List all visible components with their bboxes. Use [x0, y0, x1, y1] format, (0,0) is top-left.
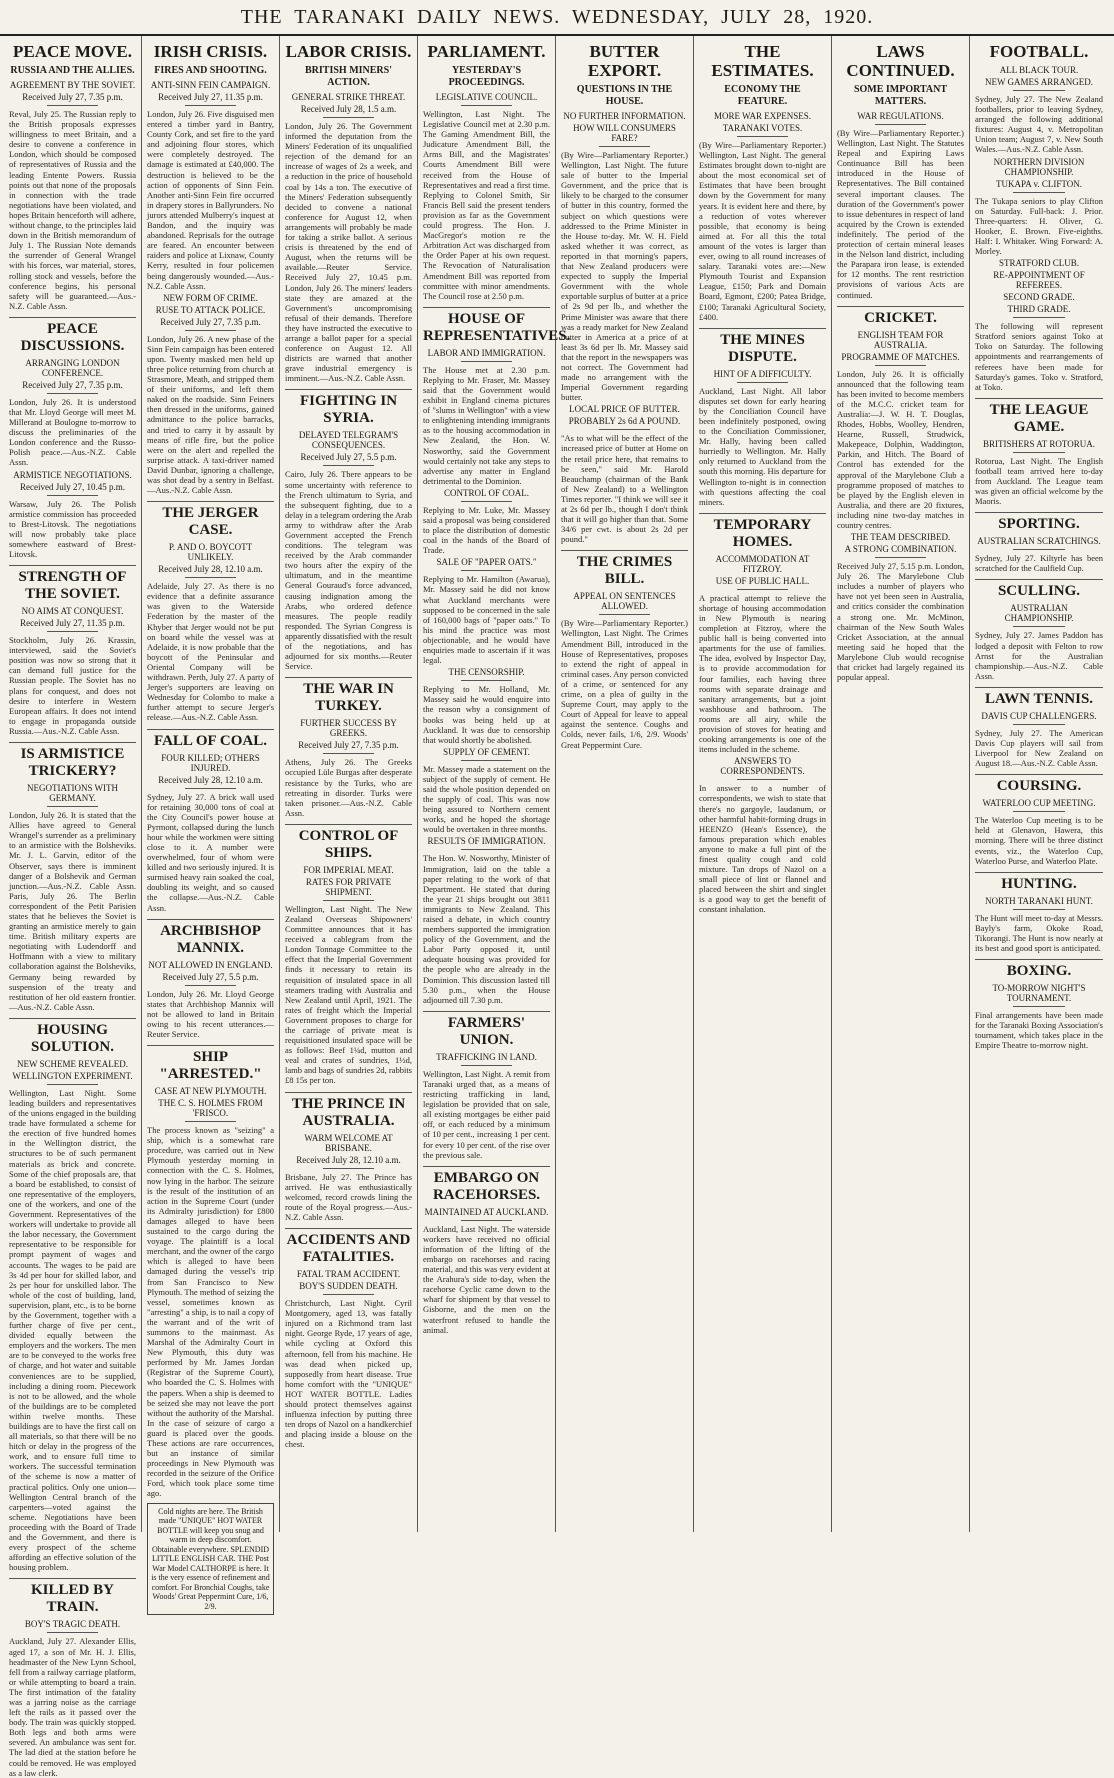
article-subheading: Received July 27, 10.45 p.m. [20, 481, 125, 492]
article-subheading: RUSE TO ATTACK POLICE. [155, 304, 266, 315]
article-body: (By Wire—Parliamentary Reporter.) Wellington, Last Night. The future sale of butter to the Imperial Government, and the price that is likely to be charged to the consumer of butter in this country, formed the subject on which questions were addressed to the Prime Minister in the House to-day. Mr. W. H. Field asked whether it was correct, as reported in that morning's papers, that New Zealand producers were expected to supply the Imperial Government with the whole exportable surplus of butter at a price of 2s 9d per lb., and whether the Prime Minister was aware that there was a ready market for New Zealand butter in America at a price of at least 3s 6d per lb. Mr. Massey said that the report in the newspapers was not correct. The Government had made no arrangement with the Imperial Government regarding butter. [561, 150, 688, 403]
article-heading: KILLED BY TRAIN. [9, 1578, 136, 1616]
article-subheading: Received July 27, 5.5 p.m. [300, 452, 397, 463]
column-1 [4, 36, 142, 1778]
article-body: Christchurch, Last Night. Cyril Montgomery, aged 13, was fatally injured on a Richmond tram last night. George Ryde, 17 years of age, while cycling at Oxford this afternoon, fell from his machine. He was dead when picked up, supposedly from heart disease. True home comfort with the "UNIQUE" HOT WATER BOTTLE. Ladies should protect themselves against influenza infection by putting three ten drops of Nazol on a handkerchief and placing inside a blouse on the chest. [285, 1298, 412, 1450]
article-body: Wellington, Last Night. The New Zealand Overseas Shipowners' Committee announces that it has received a cablegram from the London Tonnage Committee to the effect that the Imperial Government finds it necessary to retain its requisition of insulated space in all steamers trading with Australia and New Zealand until April, 1921. The rates of freight which the Imperial Government proposes to charge for the carriage of private meat is requisitioned insulated space will be as follows: Beef 1¼d, mutton and veal and crates of sundries, 1½d, lamb and bags of sundries 2d, rabbits £8 15s per ton. [285, 903, 412, 1086]
article-body: Rotorua, Last Night. The English football team arrived here to-day from Auckland. The League team was given an official welcome by the Maoris. [975, 455, 1103, 507]
article-subheading: SECOND GRADE. [1003, 292, 1075, 303]
article-subheading: RE-APPOINTMENT OF REFEREES. [993, 270, 1085, 291]
divider-rule [47, 495, 98, 496]
article-heading: HOUSING SOLUTION. [9, 1018, 136, 1056]
article [285, 824, 412, 1086]
article-subheading: WARM WELCOME AT BRISBANE. [304, 1132, 393, 1153]
article-body: Mr. Massey made a statement on the subject of the supply of cement. He said the whole position depended on the supply of coal. This was now being assured to Northern cement works, and he hoped the shortage would be overtaken in three months. [423, 763, 550, 835]
article [423, 1011, 550, 1160]
column-headline: BUTTER EXPORT. [587, 42, 662, 80]
article-subheading: BRITISHERS AT ROTORUA. [983, 438, 1095, 449]
article [561, 404, 688, 544]
article-subheading: FATAL TRAM ACCIDENT. [296, 1269, 401, 1280]
divider-rule [47, 806, 98, 807]
column-headline: LABOR CRISIS. [285, 42, 412, 61]
article [285, 677, 412, 818]
divider-rule [1013, 317, 1064, 318]
article-subheading: FOR IMPERIAL MEAT. [303, 864, 394, 875]
article-heading: BRITISH MINERS' ACTION. [305, 65, 392, 88]
article-body: (By Wire—Parliamentary Reporter.) Wellington, Last Night. The general Estimates brought down to-night are about the most economical set of Estimates that have been brought down by the Government for many years. It is evident here and there, by a reduction of votes wherever possible, that economy is being aimed at. For all this the total amount of the votes is larger than ever, owing to all round increases of salary. Taranaki votes are:—New Plymouth Tourist and Expansion League, £150; Park and Domain Board, Egmont, £200; Patea Bridge, £100; Taranaki Agricultural Society, £400. [699, 140, 826, 322]
article-body: Wellington, Last Night. The Legislative Council met at 2.30 p.m. The Gaming Amendment Bill, the Judicature Amendment Bill, the Arms Bill, and the Magistrates' Courts Amendment Bill were received from the House of Representatives and read a first time. Replying to Colonel Smith, Sir Francis Bell said the present tenders provision as far as the Government could progress. The Hon. J. MacGregor's motion re the Arbitration Act was discharged from the Order Paper at his own request. The Revocation of Naturalisation Amendment Bill was reported from committee with minor amendments. The Council rose at 2.50 p.m. [423, 109, 550, 301]
article [9, 470, 136, 560]
article-subheading: Received July 27, 7.35 p.m. [160, 316, 261, 327]
article-subheading: THIRD GRADE. [1007, 304, 1071, 315]
article-heading: ACCIDENTS AND FATALITIES. [285, 1228, 412, 1266]
article-subheading: ACCOMMODATION AT FITZROY. [715, 553, 810, 574]
column-5 [556, 36, 694, 1532]
article-subheading: DELAYED TELEGRAM'S CONSEQUENCES. [298, 430, 399, 451]
article-subheading: WAR REGULATIONS. [857, 111, 944, 121]
article [285, 65, 412, 383]
article [9, 317, 136, 468]
article-subheading: CASE AT NEW PLYMOUTH. [154, 1086, 267, 1097]
article-subheading: AGREEMENT BY THE SOVIET. [9, 80, 136, 90]
article-body: Cairo, July 26. There appears to be some uncertainty with reference to the French ultimatum to Syria, and the subsequent fighting, due to a delay in a telegram ordering the Arab army to withdraw after the Arab Government accepted the French conditions. The telegram was received by the Arab commander two hours after the expiry of the ultimatum, and in the meantime General Gouraud's force advanced, causing indignation among the Arabs, who ordered defence measures. The people readily responded. The Syrian Congress is apparently dissatisfied with the result of the negotiations, and has adjourned for six months.—Reuter Service. [285, 469, 412, 672]
article-subheading: NEGOTIATIONS WITH GERMANY. [26, 783, 119, 804]
article-body: The Hon. W. Nosworthy, Minister of Immigration, laid on the table a paper relating to the work of that Department. He stated that during the year 21 ships brought out 3811 immigrants to New Zealand. This raised a debate, in which country members supported the immigration policy of the Government, and the Labor Party opposed it, until adequate housing was provided for the people who are already in the Dominion. This discussion lasted till 5.30 p.m., when the House adjourned till 7.30 p.m. [423, 853, 550, 1005]
article-heading: THE MINES DISPUTE. [699, 328, 826, 366]
article-subheading: BOY'S TRAGIC DEATH. [24, 1619, 121, 1630]
divider-rule [323, 1168, 374, 1169]
divider-rule [323, 753, 374, 754]
column-8 [970, 36, 1108, 1532]
article-subheading: NORTH TARANAKI HUNT. [985, 895, 1093, 906]
article-body: Adelaide, July 27. As there is no evidence that a definite assurance was given to the Waterside Federation by the master of the Khyber that Jerger would not be put on board while the vessel was at Adelaide, it is now probable that the boycott of the Peninsular and Oriental Company will be withdrawn. Perth, July 27. A party of Jerger's supporters are leaving on Wednesday for Colombo to make a further attempt to secure Jerger's release.—Aus.-N.Z. Cable Assn. [147, 581, 274, 723]
article-subheading: ARMISTICE NEGOTIATIONS. [13, 469, 132, 480]
article-body: "As to what will be the effect of the increased price of butter at Home on the retail price here, that remains to be seen," said Mr. Harold Beauchamp (chairman of the Bank of New Zealand) to a Wellington Times reporter. "I think we will see it at 2s 6d per lb., though I don't think that it will go higher than that. Some 34/6 per cwt. is about 2s 2d per pound." [561, 433, 688, 545]
article-body: London, July 26. It is understood that Mr. Lloyd George will meet M. Millerand at Boulogne to-morrow to discuss the preliminaries of the London conference and the Russo-Polish peace.—Aus.-N.Z. Cable Assn. [9, 396, 136, 468]
article-body: (By Wire—Parliamentary Reporter.) Wellington, Last Night. The Statutes Repeal and Expiring Laws Continuance Bill has been introduced in the House of Representatives. The Bill contained several important clauses. The duration of the Government's power to issue debentures in respect of land acquired by the Crown is extended indefinitely. The period of the protection of certain mineral leases in the Nelson land district, including the Parapara iron lease, is extended for 12 months. The rent restriction provisions of various Acts are continued. [837, 128, 964, 300]
divider-rule [1013, 626, 1064, 627]
article-subheading: ARRANGING LONDON CONFERENCE. [25, 357, 120, 378]
article [975, 872, 1103, 953]
article-body: Sydney, July 27. The New Zealand footballers, prior to leaving Sydney, arranged the following additional fixtures: August 4, v. Metropolitan Union team; August 7, v. New South Wales.—Aus.-N.Z. Cable Assn. [975, 94, 1103, 155]
article-subheading: APPEAL ON SENTENCES ALLOWED. [573, 591, 676, 612]
article-body: Wellington, Last Night. Some leading builders and representatives of the unions engaged in the building trade have formulated a scheme for the erection of five hundred homes in the Wellington district, the structures to be of such permanent materials as brick and concrete. Some of the chief proposals are, that a board be established, to consist of one representative of the employers, one of the workers, and one of the Government. Representatives of the workers will undertake to provide all the labor necessary, the Government representative to be responsible for prompt payment of wages and accounts. The wages to be paid are 3s 4d per hour for skilled labor, and 2s per hour for unskilled labor. The whole of the cost of building, land, supervision, plant, etc., is to be borne by the Government, together with a further charge of five per cent., divided equally between the employers and the workers. The men are to be conveyed to the works free of charge, and hot water and suitable conveniences are to be supplied, including a dining room. Piecework is not to be allowed, and the whole of the buildings are to be completed within twelve months. These buildings are to have the first call on all materials, so that there will be no hitch or delay in the progress of the work, and to ensure full time to workers. The successful termination of the scheme is now a matter of practical politics. Only one union—Wellington Central branch of the carpenters—voted against the scheme. Negotiations have been proceeding with the Board of Trade and the Government, and there is every prospect of the scheme affording an effective solution of the housing problem. [9, 1087, 137, 1573]
divider-rule [599, 614, 650, 615]
article-subheading: GENERAL STRIKE THREAT. [291, 92, 406, 102]
article-heading: SHIP "ARRESTED." [147, 1045, 274, 1083]
divider-rule [1013, 724, 1064, 725]
article-body: London, July 26. Mr. Lloyd George states that Archbishop Mannix will not be allowed to land in Britain owing to his recent utterances.—Reuter Service. [147, 988, 274, 1039]
article-subheading: Received July 28, 12.10 a.m. [158, 564, 263, 575]
article-heading: FARMERS' UNION. [423, 1011, 550, 1049]
article-subheading: HINT OF A DIFFICULTY. [713, 368, 812, 379]
article [975, 774, 1103, 865]
article [699, 328, 826, 507]
article-subheading: TO-MORROW NIGHT'S TOURNAMENT. [992, 983, 1086, 1004]
divider-rule [47, 105, 98, 106]
article-body: Auckland, Last Night. The waterside workers have received no official information of the lifting of the embargo on racehorses and racing material, and this was very evident at the Arahura's side to-day, when the racehorse Cyclic came down to the wharf for shipment by that vessel to Gisborne, and the men on the waterfront refused to handle the animal. [423, 1223, 550, 1335]
divider-rule [737, 382, 788, 383]
article-subheading: THE C. S. HOLMES FROM 'FRISCO. [158, 1098, 263, 1119]
article-heading: BOXING. [975, 959, 1103, 980]
article-subheading: FOUR KILLED; OTHERS INJURED. [161, 752, 260, 773]
article-subheading: NEW SCHEME REVEALED. [16, 1058, 129, 1069]
article [285, 1228, 412, 1449]
article-subheading: ENGLISH TEAM FOR AUSTRALIA. [857, 329, 944, 350]
article [975, 687, 1103, 768]
article-body: Replying to Mr. Holland, Mr. Massey said he would enquire into the reason why a consignment of books was being held up at Auckland. It was due to censorship that would shortly be abolished. [423, 684, 550, 745]
article-heading: PEACE DISCUSSIONS. [9, 317, 136, 355]
article-heading: IS ARMISTICE TRICKERY? [9, 742, 136, 780]
article-body: Sydney, July 27. Kiltyrle has been scratched for the Caulfield Cup. [975, 553, 1103, 574]
article-body: Sydney, July 27. James Paddon has lodged a deposit with Felton to row Arnst for the Australian championship.—Aus.-N.Z. Cable Assn. [975, 630, 1103, 681]
article [561, 550, 688, 749]
article-subheading: STRATFORD CLUB. [998, 258, 1079, 269]
article-body: Sydney, July 27. A brick wall used for retaining 30,000 tons of coal at the City Council's power house at Pyrmont, collapsed during the lunch hour while the workmen were sitting close to it. A number were overwhelmed, four of whom were killed and two seriously injured. It is surmised heavy rain soaked the coal, doubling its weight, and so caused the collapse.—Aus.-N.Z. Cable Assn. [147, 791, 274, 913]
divider-rule [875, 557, 926, 558]
article-subheading: TARANAKI VOTES. [722, 123, 803, 133]
article-subheading: LOCAL PRICE OF BUTTER. [569, 404, 680, 415]
article-subheading: USE OF PUBLIC HALL. [715, 575, 810, 586]
article-subheading: HOW WILL CONSUMERS FARE? [573, 123, 676, 143]
article-body: The process known as "seizing" a ship, which is a somewhat rare procedure, was carried out in New Plymouth yesterday morning in connection with the C. S. Holmes, now lying in the harbor. The seizure is the result of the institution of an action in the Supreme Court (under its Admiralty jurisdiction) for £800 damages alleged to have been sustained to the cargo during the voyage. The plaintiff is a local merchant, and the owner of the cargo which is alleged to have been damaged during the vessel's trip from San Francisco to New Plymouth. The method of seizing the vessel, sometimes known as "arresting" a ship, is to nail a copy of the warrant and of the writ of summons to the mainmast. As Marshal of the Admiralty Court in New Plymouth, this duty was performed by Mr. James Jordan (Registrar of the Supreme Court), who boarded the C. S. Holmes with the papers. When a ship is deemed to be seized she may not leave the port without the authority of the Marshal. In the case of seizure of cargo a guard is placed over the goods. These actions are rare occurrences, but an instance of similar proceedings in New Plymouth was recorded in the seizure of the Orifice Ford, which took place some time ago. [147, 1125, 274, 1499]
divider-rule [185, 577, 236, 578]
divider-rule [461, 849, 512, 850]
divider-rule [323, 465, 374, 466]
divider-rule [185, 105, 236, 106]
divider-rule [185, 985, 236, 986]
divider-rule [461, 1220, 512, 1221]
article-subheading: CONTROL OF COAL. [444, 487, 529, 498]
article [147, 729, 274, 913]
article-subheading: FURTHER SUCCESS BY GREEKS. [300, 718, 397, 739]
article [837, 532, 964, 682]
article-subheading: ALL BLACK TOUR. [999, 65, 1079, 75]
article-heading: HUNTING. [975, 872, 1103, 893]
article-heading: TEMPORARY HOMES. [699, 513, 826, 551]
article [561, 84, 688, 402]
article-body: The following will represent Stratford seniors against Toko at Toko on Saturday. The following appointments and rearrangements of referees have been made for Saturday's games. Toko v. Stratford, at Toko. [975, 321, 1103, 392]
column-headline: FOOTBALL. [989, 42, 1089, 61]
divider-rule [1013, 549, 1064, 550]
article-subheading: LEGISLATIVE COUNCIL. [435, 92, 538, 102]
article [9, 1578, 136, 1777]
columns-container [4, 36, 1110, 1778]
article [837, 306, 964, 531]
divider-rule [1013, 192, 1064, 193]
article-body: London, July 26. A new phase of the Sinn Fein campaign has been entered upon. Twenty masked men held up three police returning from church at Strasmore, Meath, and stripped them of their uniforms, and left them naked on the roadside. Sinn Feiners then dressed in the uniforms, gained admittance to the police barracks, and tried to carry it by assault by means of rifle fire, but the police were on the alert and repelled the surprise attack. A taxi-driver named David Dunbar, ignoring a challenge, was shot dead by a sentry in Belfast.—Aus.-N.Z. Cable Assn. [147, 333, 274, 496]
article-body: Wellington, Last Night. A remit from Taranaki urged that, as a means of restricting trafficking in land, legislation be provided that on sale, all existing mortgages be either paid off, or each reduced by a minimum of 10 per cent., increasing 1 per cent. for every 10 per cent. of the rise over the previous sale. [423, 1068, 550, 1160]
divider-rule [737, 779, 788, 780]
article-body: The House met at 2.30 p.m. Replying to Mr. Fraser, Mr. Massey said that the Government would exhibit in England cinema pictures of "slums in Wellington" with a view to enlightening intending immigrants as to the housing accommodation in New Zealand, the Hon. W. Nosworthy, said the Government would certainly not take any steps to advertise any matter in England detrimental to the Dominion. [423, 364, 550, 486]
article [423, 667, 550, 745]
article [147, 1045, 274, 1498]
article-subheading: SUPPLY OF CEMENT. [443, 746, 530, 757]
article-subheading: P. AND O. BOYCOTT UNLIKELY. [168, 542, 253, 563]
column-headline: THE ESTIMATES. [711, 42, 814, 80]
article-body: Received July 27, 5.15 p.m. London, July 26. The Marylebone Club includes a number of players who have not yet been seen in Australia, and critics consider the combination a strong one. Mr. McMinon, chairman of the New South Wales Cricket Association, at the annual meeting said he hoped that the Marylebone Club would recognise that cricket had largely regained its popular appeal. [837, 561, 964, 683]
article [975, 398, 1103, 506]
article-heading: SOME IMPORTANT MATTERS. [853, 84, 948, 107]
article-subheading: THE CENSORSHIP. [448, 667, 525, 678]
divider-rule [1013, 811, 1064, 812]
article-heading: THE PRINCE IN AUSTRALIA. [285, 1092, 412, 1130]
article-subheading: PROBABLY 2s 6d A POUND. [568, 416, 681, 427]
article-subheading: NORTHERN DIVISION CHAMPIONSHIP. [993, 156, 1085, 177]
article-body: London, July 26. It is stated that the Allies have agreed to General Wrangel's surrender as a preliminary to an armistice with the Bolsheviks. Mr. J. L. Garvin, editor of the Observer, says there is imminent danger of a Bolshevik and German junction.—Aus.-N.Z. Cable Assn. Paris, July 26. The Berlin correspondent of the Petit Parisien states that he believes the Soviet is granting an armistice merely to gain time. British military experts are negotiating with Ludendorff and Hoffmann with a view to military collaboration against the Bolsheviks, Germany being rewarded by suspension of the treaty and restitution of her old eastern frontier.—Aus.-N.Z. Cable Assn. [9, 810, 136, 1012]
column-headline: IRISH CRISIS. [153, 42, 268, 61]
article-subheading: WELLINGTON EXPERIMENT. [12, 1070, 133, 1081]
article [699, 756, 826, 914]
masthead-title: THE TARANAKI DAILY NEWS. WEDNESDAY, JULY 28, 1920. [240, 6, 874, 28]
article [9, 742, 136, 1012]
article-body: In answer to a number of correspondents, we wish to state that there's no gargoyle, laudanum, or other harmful habit-forming drugs in HEENZO (Hean's Essence), the famous preparation which enables anyone to make a full pint of the finest quality cough and cold mixture. Tan drops of Nazol on a small piece of lint or flannel and placed between the shirt and singlet is a good way to get the benefit of constant inhalation. [699, 783, 826, 915]
article-subheading: Received July 27, 5.5 p.m. [162, 971, 259, 982]
article-heading: STRENGTH OF THE SOVIET. [9, 565, 136, 603]
article-subheading: Received July 28, 12.10 a.m. [158, 774, 263, 785]
article-subheading: NO AIMS AT CONQUEST. [21, 606, 124, 617]
divider-rule [185, 330, 236, 331]
article [975, 157, 1103, 257]
article-body: The Tukapa seniors to play Clifton on Saturday. Full-back: J. Prior. Three-quarters: H. Oliver, G. Hooker, E. Brown. Five-eighths. Half: I. Whitaker. Wing Forward: A. Morley. [975, 195, 1103, 257]
article-heading: ECONOMY THE FEATURE. [724, 84, 801, 107]
article-heading: SPORTING. [975, 512, 1103, 533]
article-heading: EMBARGO ON RACEHORSES. [423, 1166, 550, 1204]
divider-rule [185, 788, 236, 789]
article-subheading: Received July 27, 7.35 p.m. [298, 740, 399, 751]
article-body: Final arrangements have been made for the Taranaki Boxing Association's tournament, which takes place in the Empire Theatre to-morrow night. [975, 1010, 1103, 1051]
article-heading: CRICKET. [837, 306, 964, 327]
article [423, 65, 550, 301]
article-body: The Waterloo Cup meeting is to be held at Glenavon, Hawera, this morning. There will be three distinct events, viz., the Waterloo Cup, Waterloo Purse, and Waterloo Plate. [975, 815, 1103, 866]
divider-rule [47, 631, 98, 632]
article [975, 65, 1103, 155]
article-subheading: RESULTS OF IMMIGRATION. [427, 836, 546, 847]
article-body: Athens, July 26. The Greeks occupied Lüle Burgas after desperate resistance by the Turks, who are retreating in disorder. Turks were taken prisoner.—Aus.-N.Z. Cable Assn. [285, 757, 412, 818]
article-body: The Hunt will meet to-day at Messrs. Bayly's farm, Okoke Road, Tikorangi. The Hunt is now nearly at its best and good sport is anticipated. [975, 912, 1103, 954]
article [147, 65, 274, 291]
divider-rule [461, 501, 512, 502]
article [837, 84, 964, 300]
column-headline: PEACE MOVE. [13, 42, 132, 61]
article [975, 579, 1103, 680]
article-heading: THE WAR IN TURKEY. [285, 677, 412, 715]
article [9, 565, 136, 736]
divider-rule [323, 117, 374, 118]
article-subheading: RATES FOR PRIVATE SHIPMENT. [305, 876, 392, 897]
article-subheading: Received July 27, 11.35 p.m. [158, 92, 263, 102]
article [423, 488, 550, 555]
article-heading: RUSSIA AND THE ALLIES. [10, 65, 135, 76]
divider-rule [461, 760, 512, 761]
article-body: Auckland, Last Night. All labor disputes set down for early hearing by the Conciliation Council have been indefinitely postponed, owing to the Conciliation Commissioner, Mr. Hally, having been called hurriedly to Wellington. Mr. Hally only returned to Auckland from the south this morning. His departure for Wellington to-night is in connection with questions affecting the coal miners. [699, 385, 826, 507]
article [975, 512, 1103, 573]
divider-rule [47, 1632, 98, 1633]
article-subheading: LABOR AND IMMIGRATION. [427, 347, 546, 358]
divider-rule [323, 900, 374, 901]
article-subheading: MORE WAR EXPENSES. [713, 111, 812, 121]
article-heading: FALL OF COAL. [147, 729, 274, 750]
divider-rule [599, 429, 650, 430]
article-heading: SCULLING. [975, 579, 1103, 600]
article-heading: THE CRIMES BILL. [561, 550, 688, 588]
article-subheading: Received July 27, 7.35 p.m. [22, 379, 123, 390]
divider-rule [47, 393, 98, 394]
article-subheading: DAVIS CUP CHALLENGERS. [981, 710, 1097, 721]
column-3 [280, 36, 418, 1532]
divider-rule [47, 1084, 98, 1085]
divider-rule [875, 365, 926, 366]
article-subheading: THE TEAM DESCRIBED. [850, 532, 951, 543]
article-heading: LAWN TENNIS. [975, 687, 1103, 708]
masthead [0, 0, 1114, 36]
article-body: Stockholm, July 26. Krassin, interviewed, said the Soviet's position was now so strong that it can demand full justice for the Russian people. The Soviet has no plans for conquest, and does not desire to interfere in Western European affairs. It does not intend to engage in propaganda outside Russia.—Aus.-N.Z. Cable Assn. [9, 635, 136, 736]
article [285, 389, 412, 671]
article-subheading: Received July 27, 11.35 p.m. [20, 618, 125, 629]
article-subheading: MAINTAINED AT AUCKLAND. [424, 1206, 549, 1217]
article [699, 513, 826, 755]
article-subheading: ANTI-SINN FEIN CAMPAIGN. [150, 80, 271, 90]
article-subheading: PROGRAMME OF MATCHES. [841, 351, 960, 362]
article-heading: QUESTIONS IN THE HOUSE. [576, 84, 673, 107]
column-4 [418, 36, 571, 1532]
column-2 [142, 36, 280, 1611]
divider-rule [737, 136, 788, 137]
divider-rule [1013, 1006, 1064, 1007]
article-heading: HOUSE OF REPRESENTATIVES. [423, 307, 550, 345]
column-6 [694, 36, 832, 1532]
divider-rule [737, 589, 788, 590]
article-body: Sydney, July 27. The American Davis Cup players will sail from Liverpool for New Zealand on August 18.—Aus.-N.Z. Cable Assn. [975, 727, 1103, 769]
divider-rule [461, 105, 512, 106]
article-body: London, July 26. The Government informed the deputation from the Miners' Federation of its unqualified rejection of the demand for an increase of wages of 2s a week, and a reduction in the price of household coal by 14s a ton. The executive of the Miners' Federation subsequently decided to convene a national conference for August 12, when arrangements will probably be made for taking a strike ballot. A serious crisis is threatened by the end of August, when the returns will be available.—Reuter Service. Received July 27, 10.45 p.m. London, July 26. The miners' leaders state they are amazed at the Government's uncompromising refusal of their demands. Therefore they have instructed the executive to arrange a ballot paper for a special conference on August 12. All districts are warned that another grave industrial emergency is imminent.—Aus.-N.Z. Cable Assn. [285, 121, 412, 384]
article [9, 1018, 136, 1573]
article [147, 919, 274, 1039]
divider-rule [461, 680, 512, 681]
article-body: A practical attempt to relieve the shortage of housing accommodation in New Plymouth is nearing completion at Fitzroy, where the public hall is being converted into apartments for the use of families. The idea, evolved by Inspector Day, is to provide accommodation for four families, each having three rooms with separate drainage and sanitary arrangements, but a joint washhouse and bathroom. The rooms are all airy, while the provision of stoves for heating and cooking arrangements is one of the items included in the scheme. [699, 592, 826, 755]
article-subheading: A STRONG COMBINATION. [844, 544, 957, 555]
article [423, 307, 571, 486]
advertisement: Cold nights are here. The British made "UNIQUE" HOT WATER BOTTLE will keep you snug and warm in deep discomfort. Obtainable everywhere. SPLENDID LITTLE ENGLISH CAR. THE Post War Model CALTHORPE is here. It is the very essence of refinement and comfort. For Bronchial Coughs, take Woods' Great Peppermint Cure, 1/6, 2/9. [147, 1503, 274, 1616]
article [975, 959, 1103, 1050]
article-heading: COURSING. [975, 774, 1103, 795]
article-heading: YESTERDAY'S PROCEEDINGS. [448, 65, 525, 88]
column-headline: PARLIAMENT. [427, 42, 546, 61]
divider-rule [185, 1121, 236, 1122]
article-subheading: NEW GAMES ARRANGED. [984, 77, 1094, 87]
divider-rule [599, 146, 650, 147]
article-body: Reval, July 25. The Russian reply to the British proposals expresses willingness to meet Britain, and a desire to convene a conference in London, which should be composed of representatives of Russia and the leading Entente Powers. Russia points out that none of the proposals in connection with the trade negotiations have been violated, and hopes Britain henceforth will adhere, without change, to the principles laid down in the British memorandum of July 1. The Russian Note demands the surrender of General Wrangel with his forces, war material, stores, rolling stock and vessels, before the conference begins, his personal safety will be guaranteed.—Aus.-N.Z. Cable Assn. [9, 109, 136, 311]
article-heading: FIRES AND SHOOTING. [154, 65, 267, 76]
article [423, 1166, 550, 1335]
article-subheading: NOT ALLOWED IN ENGLAND. [148, 959, 273, 970]
article-body: London, July 26. It is officially announced that the following team has been invited to become members of the M.C.C. cricket team for Australia:—J. W. H. T. Douglas, Rhodes, Hobbs, Woolley, Hendren, Hearne, Russell, Strudwick, Makepeace, Dolphin, Waddington, Parkin, and Hitch. The Board of Control has extended for the approval of the Marylebone Club a programme proposed of matches to be played by the English eleven in Australia, and there are 20 fixtures, including nine two-day matches in country centres. [837, 368, 964, 530]
article [423, 747, 550, 835]
article-subheading: ANSWERS TO CORRESPONDENTS. [720, 756, 805, 777]
divider-rule [1013, 90, 1064, 91]
article-heading: ARCHBISHOP MANNIX. [147, 919, 274, 957]
article-subheading: TUKAPA v. CLIFTON. [996, 178, 1082, 189]
article-body: Replying to Mr. Hamilton (Awarua), Mr. Massey said he did not know what Auckland merchants were supposed to be concerned in the sale of 160,000 bags of "paper oats." To his mind the practice was most objectionable, and he would have enquiries made to ascertain if it was legal. [423, 574, 550, 666]
article-body: Auckland, July 27. Alexander Ellis, aged 17, a son of Mr. H. J. Ellis, headmaster of the New Lynn School, fell from a railway carriage platform, or while attempting to board a train. The first intimation of the fatality was a jarring noise as the carriage left the rails as it passed over the body. The train was quickly stopped. Both legs and both arms were severed. An ambulance was sent for. The lad died at the station before he could be removed. He was employed as a law clerk. [9, 1636, 136, 1778]
article-heading: THE LEAGUE GAME. [975, 398, 1103, 436]
column-headline: LAWS CONTINUED. [846, 42, 955, 80]
article-subheading: WATERLOO CUP MEETING. [982, 798, 1096, 809]
article-heading: THE JERGER CASE. [147, 501, 274, 539]
article-body: London, July 26. Five disguised men entered a timber yard in Bantry, County Cork, and set fire to the yard and adjoining flour stores, which were completely destroyed. The damage is estimated at £40,000. The destruction is believed to be the action of opponents of Sinn Fein. Another anti-Sinn Fein fire occurred in drapery stores in Ballyrunders. No jurors attended Mulberry's inquest at Bandon, and the inquiry was abandoned. Reprisals for the outrage are feared. An encounter between raiders and police at Lixnaw, County Kerry, resulted in four policemen being dangerously wounded.—Aus.-N.Z. Cable Assn. [147, 109, 274, 291]
article-body: Replying to Mr. Luke, Mr. Massey said a proposal was being considered to place the distribution of domestic coal in the hands of the Board of Trade. [423, 504, 550, 556]
article-subheading: TRAFFICKING IN LAND. [436, 1051, 537, 1062]
article-subheading: AUSTRALIAN SCRATCHINGS. [977, 536, 1101, 547]
article [9, 65, 136, 311]
article-body: Warsaw, July 26. The Polish armistice commission has proceeded to Brest-Litovsk. The negotiations will now probably take place somewhere eastward of Brest-Litovsk. [9, 498, 136, 559]
article [147, 293, 274, 496]
article-subheading: NO FURTHER INFORMATION. [563, 111, 686, 121]
article-subheading: AUSTRALIAN CHAMPIONSHIP. [1004, 603, 1074, 624]
article-subheading: Received July 28, 1.5 a.m. [300, 104, 397, 114]
article-subheading: Received July 27, 7.35 p.m. [22, 92, 123, 102]
article-body: Brisbane, July 27. The Prince has arrived. He was enthusiastically welcomed, record crowds lining the route of the Royal progress.—Aus.-N.Z. Cable Assn. [285, 1171, 412, 1222]
article [699, 84, 826, 322]
article [975, 258, 1103, 392]
article [285, 1092, 412, 1222]
article-subheading: BOY'S SUDDEN DEATH. [299, 1281, 398, 1292]
divider-rule [461, 361, 512, 362]
article-heading: CONTROL OF SHIPS. [285, 824, 412, 862]
article-subheading: SALE OF "PAPER OATS." [436, 557, 537, 568]
article [423, 836, 550, 1004]
divider-rule [461, 570, 512, 571]
article-body: (By Wire—Parliamentary Reporter.) Wellington, Last Night. The Crimes Amendment Bill, introduced in the House of Representatives, proposes to extend the right of appeal in criminal cases. Any person convicted of a crime, or sentenced for any crime, on a plea of guilty in the Supreme Court, may apply to the Court of Appeal for leave to appeal against the sentence. Coughs and Colds, never fails, 1/6, 2/9. Woods' Great Peppermint Cure. [561, 618, 688, 750]
divider-rule [875, 124, 926, 125]
divider-rule [323, 1294, 374, 1295]
article-heading: FIGHTING IN SYRIA. [285, 389, 412, 427]
divider-rule [1013, 452, 1064, 453]
column-7 [832, 36, 970, 1532]
article [147, 501, 274, 722]
article-subheading: Received July 28, 12.10 a.m. [296, 1154, 401, 1165]
article-subheading: NEW FORM OF CRIME. [163, 292, 258, 303]
article [423, 557, 550, 665]
divider-rule [461, 1065, 512, 1066]
divider-rule [1013, 909, 1064, 910]
